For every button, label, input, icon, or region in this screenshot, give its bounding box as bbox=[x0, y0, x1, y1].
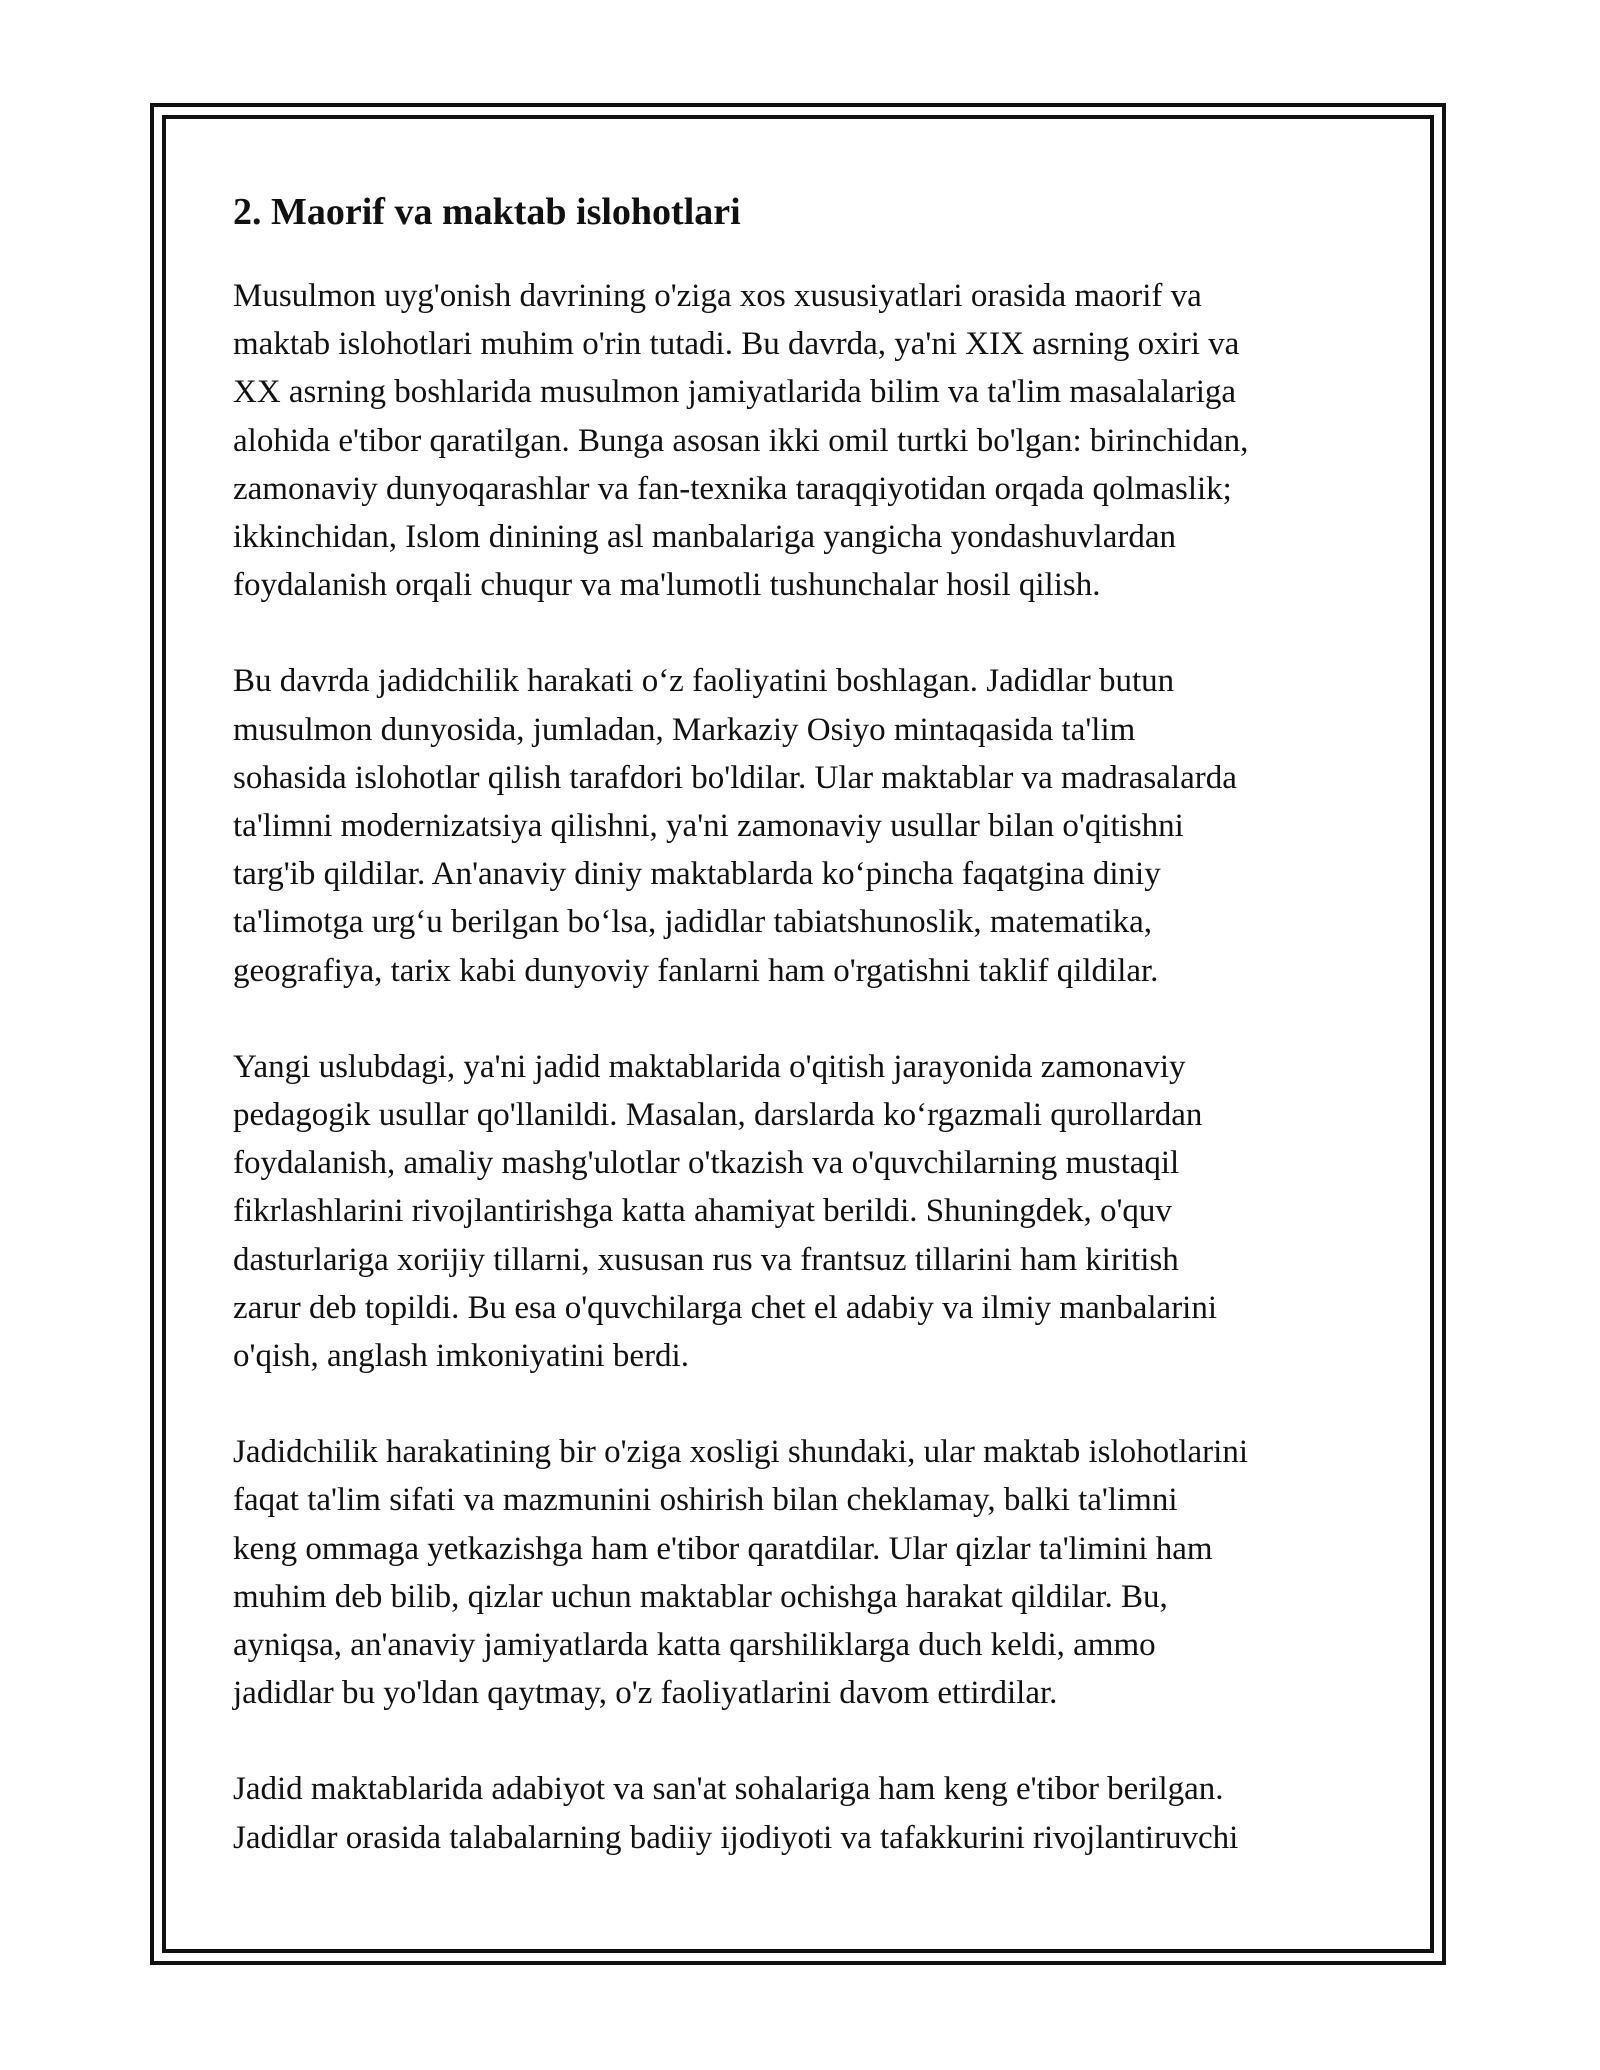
paragraph-3 bbox=[233, 1043, 1373, 1380]
text-line: ta'limotga urg‘u berilgan bo‘lsa, jadidlar tabiatshunoslik, matematika, bbox=[233, 904, 1153, 941]
text-line: maktab islohotlari muhim o'rin tutadi. Bu davrda, ya'ni XIX asrning oxiri va bbox=[233, 326, 1240, 363]
document-body bbox=[233, 188, 1373, 1910]
text-line: ikkinchidan, Islom dinining asl manbalariga yangicha yondashuvlardan bbox=[233, 519, 1177, 556]
text-line: foydalanish orqali chuqur va ma'lumotli tushunchalar hosil qilish. bbox=[233, 567, 1101, 604]
text-line: ayniqsa, an'anaviy jamiyatlarda katta qarshiliklarga duch keldi, ammo bbox=[233, 1627, 1156, 1664]
text-line: pedagogik usullar qo'llanildi. Masalan, darslarda ko‘rgazmali qurollardan bbox=[233, 1097, 1203, 1134]
text-line: faqat ta'lim sifati va mazmunini oshirish bilan cheklamay, balki ta'limni bbox=[233, 1482, 1178, 1519]
text-line: sohasida islohotlar qilish tarafdori bo'ldilar. Ular maktablar va madrasalarda bbox=[233, 759, 1237, 796]
text-line: Jadid maktablarida adabiyot va san'at sohalariga ham keng e'tibor berilgan. bbox=[233, 1771, 1224, 1808]
text-line: Yangi uslubdagi, ya'ni jadid maktablarida o'qitish jarayonida zamonaviy bbox=[233, 1048, 1186, 1085]
text-line: XX asrning boshlarida musulmon jamiyatlarida bilim va ta'lim masalalariga bbox=[233, 374, 1237, 411]
text-line: o'qish, anglash imkoniyatini berdi. bbox=[233, 1338, 689, 1375]
text-line: keng ommaga yetkazishga ham e'tibor qaratdilar. Ular qizlar ta'limini ham bbox=[233, 1530, 1213, 1567]
text-line: muhim deb bilib, qizlar uchun maktablar ochishga harakat qildilar. Bu, bbox=[233, 1578, 1168, 1615]
text-line: Musulmon uyg'onish davrining o'ziga xos xususiyatlari orasida maorif va bbox=[233, 278, 1202, 314]
text-line: geografiya, tarix kabi dunyoviy fanlarni ham o'rgatishni taklif qildilar. bbox=[233, 952, 1159, 989]
text-line: Jadidlar orasida talabalarning badiiy ijodiyoti va tafakkurini rivojlantiruvchi bbox=[233, 1819, 1239, 1856]
text-line: dasturlariga xorijiy tillarni, xususan rus va frantsuz tillarini ham kiritish bbox=[233, 1241, 1179, 1278]
paragraph-4 bbox=[233, 1428, 1373, 1717]
text-line: Jadidchilik harakatining bir o'ziga xosligi shundaki, ular maktab islohotlarini bbox=[233, 1434, 1248, 1471]
text-line: ta'limni modernizatsiya qilishni, ya'ni zamonaviy usullar bilan o'qitishni bbox=[233, 808, 1184, 845]
text-line: zamonaviy dunyoqarashlar va fan-texnika taraqqiyotidan orqada qolmaslik; bbox=[233, 470, 1232, 507]
paragraph-2 bbox=[233, 657, 1373, 994]
text-line: foydalanish, amaliy mashg'ulotlar o'tkazish va o'quvchilarning mustaqil bbox=[233, 1145, 1180, 1182]
text-line: Bu davrda jadidchilik harakati o‘z faoliyatini boshlagan. Jadidlar butun bbox=[233, 663, 1175, 700]
text-line: zarur deb topildi. Bu esa o'quvchilarga chet el adabiy va ilmiy manbalarini bbox=[233, 1289, 1218, 1326]
text-line: alohida e'tibor qaratilgan. Bunga asosan ikki omil turtki bo'lgan: birinchidan, bbox=[233, 422, 1249, 459]
text-line: musulmon dunyosida, jumladan, Markaziy Osiyo mintaqasida ta'lim bbox=[233, 711, 1136, 748]
text-line: fikrlashlarini rivojlantirishga katta ahamiyat berildi. Shuningdek, o'quv bbox=[233, 1193, 1172, 1230]
text-line: targ'ib qildilar. An'anaviy diniy maktablarda ko‘pincha faqatgina diniy bbox=[233, 856, 1161, 893]
paragraph-1 bbox=[233, 272, 1373, 609]
paragraph-5 bbox=[233, 1765, 1373, 1861]
section-heading: 2. Maorif va maktab islohotlari bbox=[233, 191, 741, 233]
text-line: jadidlar bu yo'ldan qaytmay, o'z faoliyatlarini davom ettirdilar. bbox=[233, 1675, 1058, 1712]
